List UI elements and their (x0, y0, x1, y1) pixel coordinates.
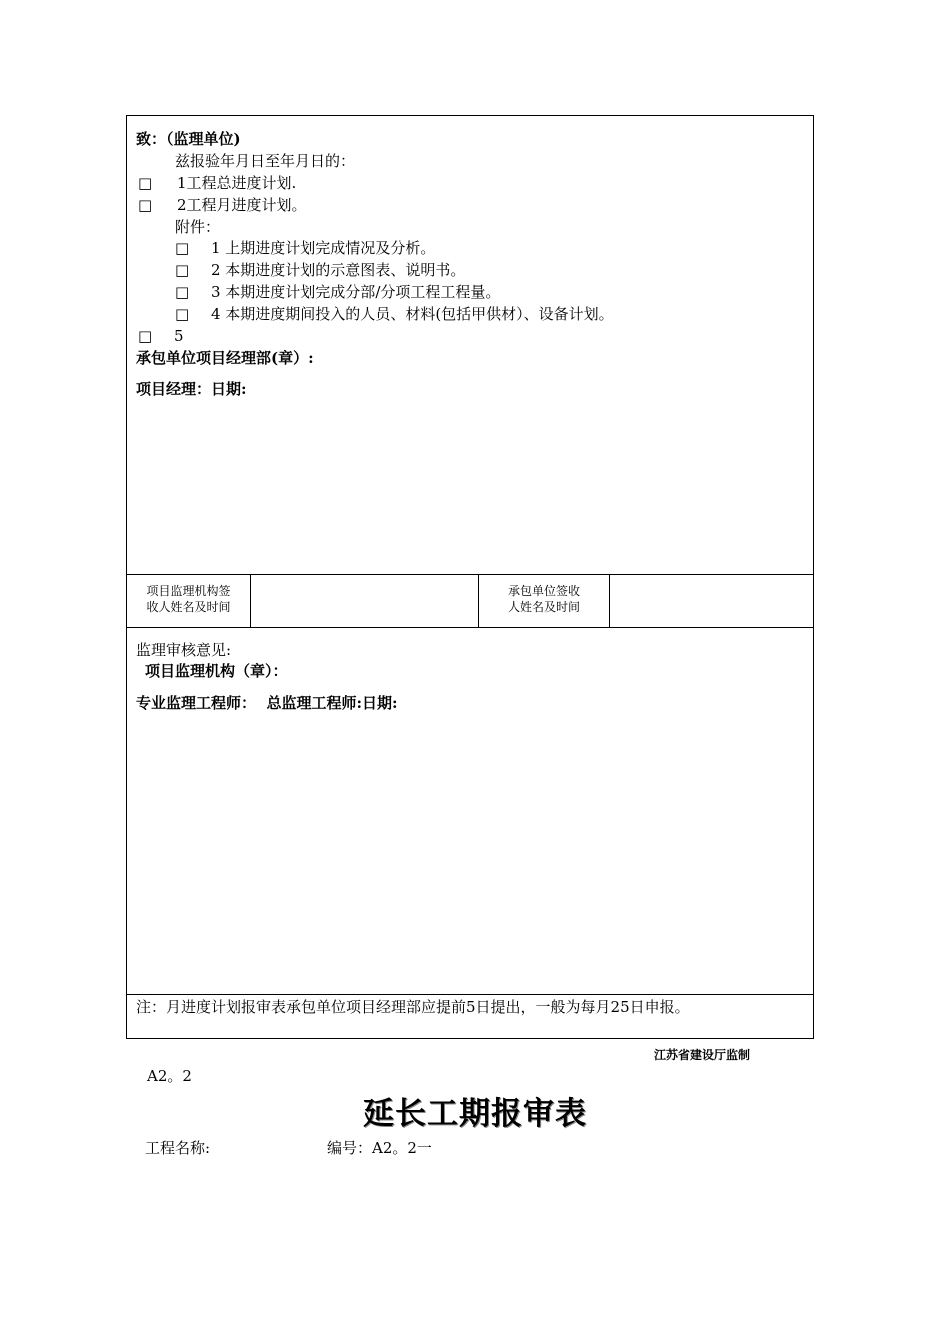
contractor-sign-label: 承包单位签收 人姓名及时间 (507, 584, 580, 614)
divider (127, 994, 813, 995)
attachment-4-text: 4 本期进度期间投入的人员、材料(包括甲供材）、设备计划。 (211, 305, 614, 323)
checkbox-item-1[interactable]: □ (138, 174, 153, 192)
note-text: 注：月进度计划报审表承包单位项目经理部应提前5日提出，一般为每月25日申报。 (136, 998, 690, 1016)
item-5-text: 5 (174, 327, 184, 345)
divider (127, 627, 813, 628)
item-1-text: 1工程总进度计划. (177, 174, 297, 192)
engineers-line: 专业监理工程师： 总监理工程师:日期: (136, 694, 398, 712)
checkbox-item-5[interactable]: □ (138, 327, 153, 345)
form-table (126, 115, 814, 1039)
checkbox-attachment-2[interactable]: □ (175, 261, 190, 279)
supervisor-sign-field[interactable] (251, 575, 478, 627)
issuer-footer: 江苏省建设厅监制 (654, 1048, 751, 1062)
supervisor-sign-label: 项目监理机构签 收人姓名及时间 (146, 584, 231, 614)
checkbox-attachment-4[interactable]: □ (175, 305, 190, 323)
manager-date-line: 项目经理：日期: (136, 380, 247, 398)
checkbox-item-2[interactable]: □ (138, 196, 153, 214)
attachment-label: 附件： (175, 218, 221, 236)
next-form-title: 延长工期报审表 (363, 1096, 587, 1132)
attachment-2-text: 2 本期进度计划的示意图表、说明书。 (211, 261, 466, 279)
project-name-label: 工程名称: (145, 1139, 211, 1157)
contractor-sign-field[interactable] (610, 575, 813, 627)
checkbox-attachment-1[interactable]: □ (175, 239, 190, 257)
attachment-3-text: 3 本期进度计划完成分部/分项工程工程量。 (211, 283, 501, 301)
review-org-stamp: 项目监理机构（章）： (145, 662, 288, 680)
intro-line: 兹报验年月日至年月日的： (175, 152, 356, 170)
to-line: 致：（监理单位) (136, 130, 241, 148)
item-2-text: 2工程月进度计划。 (177, 196, 307, 214)
contractor-dept-stamp: 承包单位项目经理部(章）: (136, 349, 314, 367)
form-number-label: 编号：A2。2一 (327, 1139, 432, 1157)
attachment-1-text: 1 上期进度计划完成情况及分析。 (211, 239, 436, 257)
next-form-code: A2。2 (147, 1067, 192, 1085)
review-opinion-label: 监理审核意见: (136, 641, 232, 659)
checkbox-attachment-3[interactable]: □ (175, 283, 190, 301)
